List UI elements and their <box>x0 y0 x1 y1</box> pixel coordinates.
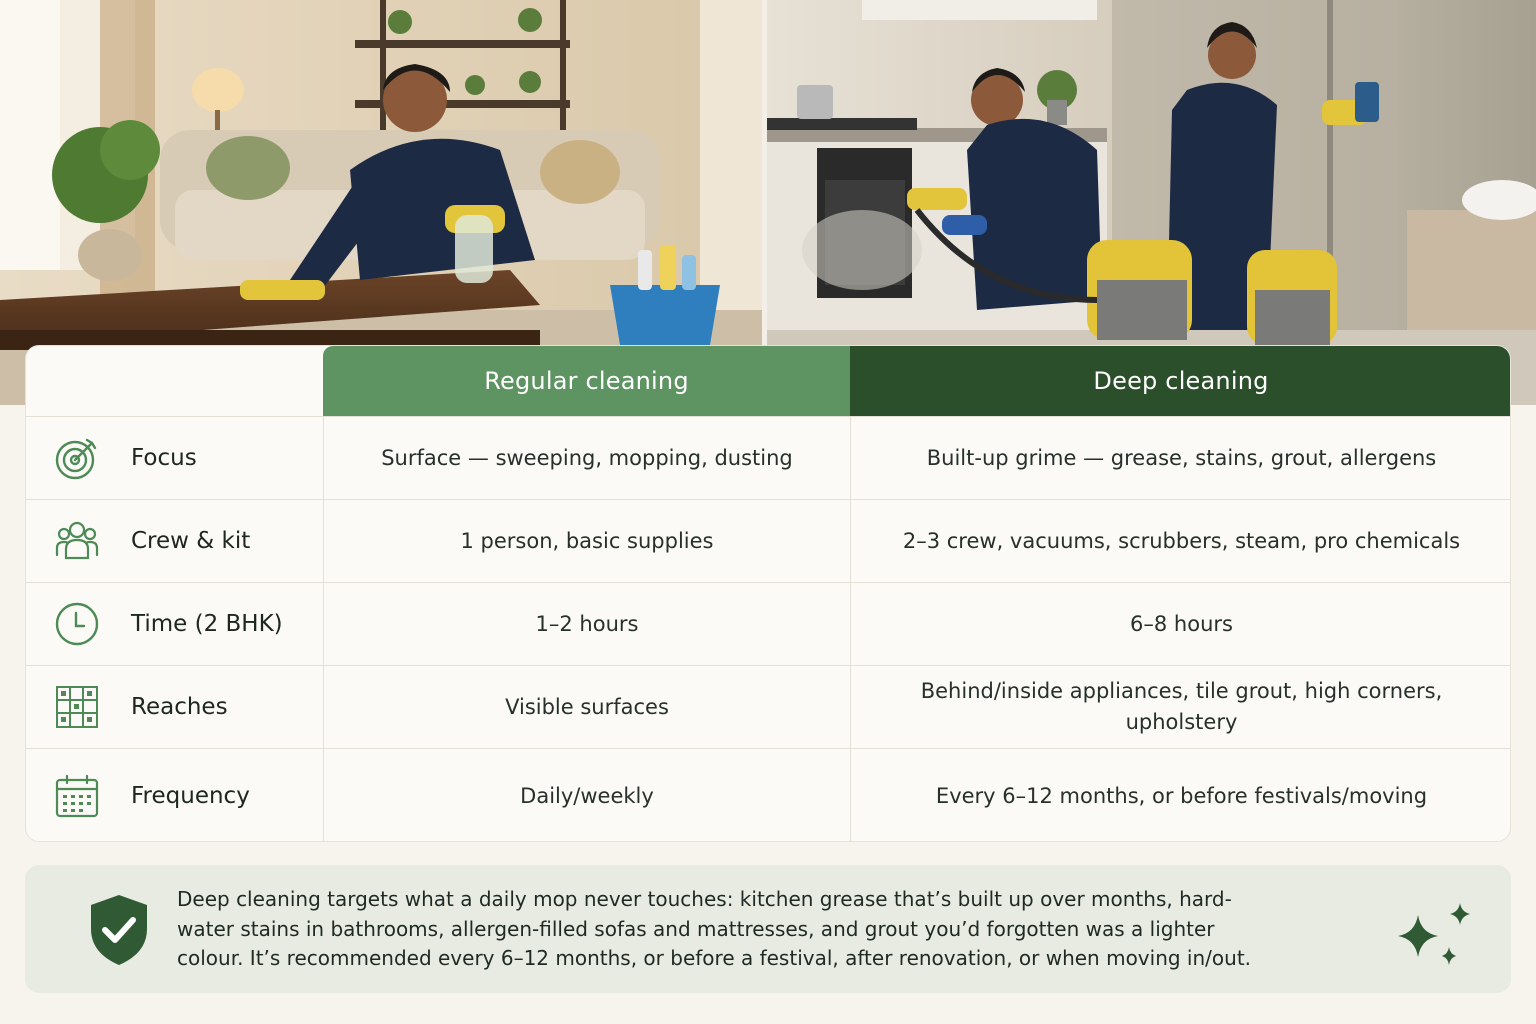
table-row-time <box>26 582 1511 665</box>
row-label-cell <box>26 417 323 499</box>
people-icon <box>54 518 100 564</box>
clock-icon <box>54 601 100 647</box>
deep-cell: Behind/inside appliances, tile grout, high corners, upholstery <box>850 666 1511 748</box>
table-row-focus <box>26 416 1511 499</box>
deep-cell: Every 6–12 months, or before festivals/moving <box>850 749 1511 842</box>
regular-cell: 1 person, basic supplies <box>323 500 850 582</box>
row-label: Time (2 BHK) <box>131 611 283 637</box>
deep-cell: 6–8 hours <box>850 583 1511 665</box>
row-label: Crew & kit <box>131 528 251 554</box>
regular-cell: Visible surfaces <box>323 666 850 748</box>
row-label-cell <box>26 500 323 582</box>
row-label: Reaches <box>131 694 228 720</box>
table-row-reaches <box>26 665 1511 748</box>
deep-cell: Built-up grime — grease, stains, grout, allergens <box>850 417 1511 499</box>
row-label-cell <box>26 583 323 665</box>
row-label: Focus <box>131 445 197 471</box>
regular-cleaning-header: Regular cleaning <box>323 346 850 416</box>
table-row-crew <box>26 499 1511 582</box>
row-label-cell <box>26 749 323 842</box>
calendar-icon <box>54 773 100 819</box>
note-text: Deep cleaning targets what a daily mop never touches: kitchen grease that’s built up over months, hard-water stains in bathrooms, allergen-filled sofas and mattresses, and grout you’d forgotten was a lighter colour. It’s recommended every 6–12 months, or before a festival, after renovation, or when moving in/out. <box>177 887 1252 970</box>
row-label: Frequency <box>131 783 250 809</box>
info-note <box>25 865 1511 993</box>
grid-icon <box>54 684 100 730</box>
deep-cell: 2–3 crew, vacuums, scrubbers, steam, pro chemicals <box>850 500 1511 582</box>
shield-check-icon <box>87 893 151 967</box>
deep-cleaning-header: Deep cleaning <box>850 346 1511 416</box>
sparkles-icon <box>1390 901 1475 971</box>
row-label-cell <box>26 666 323 748</box>
comparison-table <box>25 345 1511 842</box>
target-icon <box>54 435 100 481</box>
table-corner-cell <box>26 346 323 416</box>
regular-cell: 1–2 hours <box>323 583 850 665</box>
regular-cell: Daily/weekly <box>323 749 850 842</box>
regular-cell: Surface — sweeping, mopping, dusting <box>323 417 850 499</box>
table-row-frequency <box>26 748 1511 842</box>
